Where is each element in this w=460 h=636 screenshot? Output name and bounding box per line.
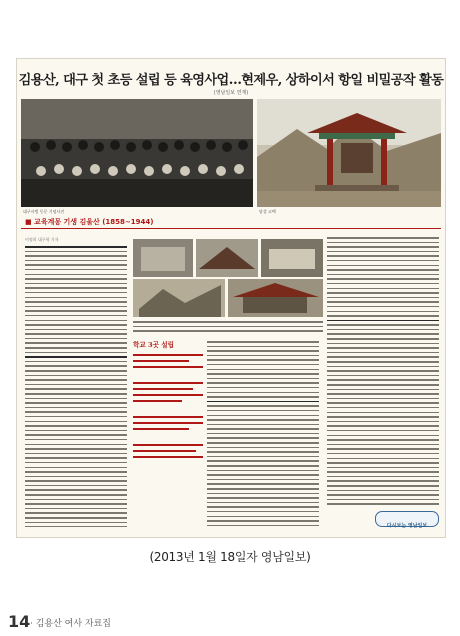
page-footer <box>0 604 460 636</box>
pull-quote <box>133 341 203 501</box>
column-text-1 <box>25 237 127 527</box>
column-text-2 <box>207 341 319 527</box>
photo-caption-right: 달성 고택 <box>259 209 276 214</box>
publication-title: · 김용산 여사 자료집 <box>30 619 111 629</box>
page-number: 14 <box>8 612 31 631</box>
clipping-source-caption: (2013년 1월 18일자 영남일보) <box>149 550 311 564</box>
headline: 김용산, 대구 첫 초등 설립 등 육영사업…현제우, 상하이서 항일 비밀공작 활동 <box>18 73 444 88</box>
photo-caption-left: 대구사범 동문 기념사진 <box>23 209 65 214</box>
section-header <box>21 217 441 229</box>
newspaper-stamp <box>375 511 439 527</box>
section-title: ■ 교육계몽 기생 김울산 (1858~1944) <box>25 218 154 226</box>
photo-caption-text <box>133 321 323 335</box>
byline: 이정희 대구학 기자 <box>25 237 59 242</box>
group-photo <box>21 99 253 207</box>
article-photos <box>133 239 323 317</box>
newspaper-clipping <box>16 58 446 538</box>
pull-quote-lines <box>133 354 203 458</box>
pull-quote-lead: 학교 3곳 설립 <box>133 341 175 349</box>
pavilion-photo <box>257 99 441 207</box>
column-text-3 <box>327 237 439 507</box>
section-rule <box>21 228 441 229</box>
subheadline: (영남일보 연재) <box>213 90 249 96</box>
stamp-text: 다시보는 영남일보 <box>386 523 428 529</box>
